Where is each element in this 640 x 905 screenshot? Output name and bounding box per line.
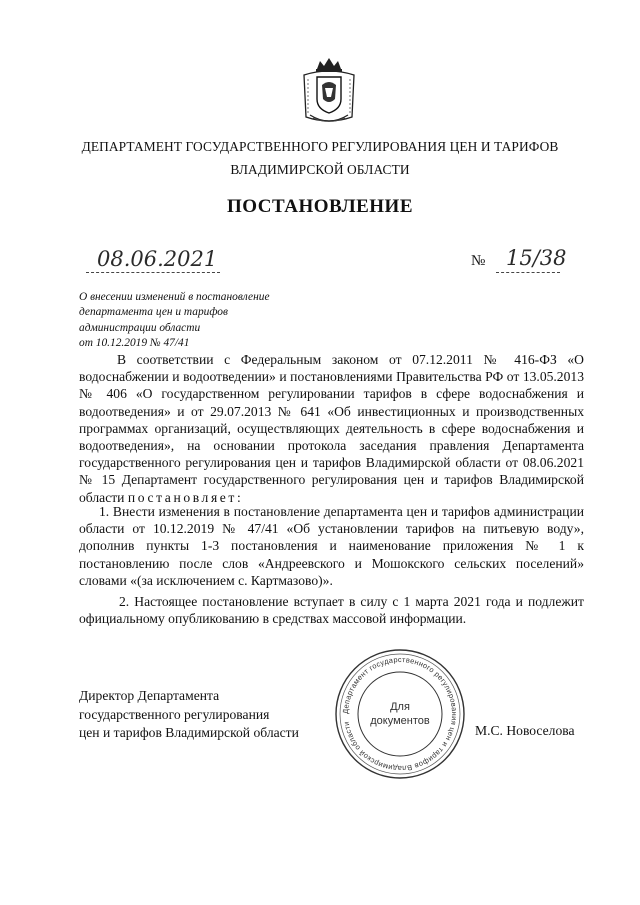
resolution-keyword: постановляет: <box>127 489 244 505</box>
department-name-line2: ВЛАДИМИРСКОЙ ОБЛАСТИ <box>230 162 410 177</box>
preamble-text: В соответствии с Федеральным законом от 07.12.2011 № 416-ФЗ «О водоснабжении и водоотведении» и постановлениями Правительства РФ от 13.05.2013 № 406 «О государственном регулировании тарифов в сфере водоснабжения и водоотведения» и от 29.07.2013 № 641 «Об инвестиционных и производственных программах организаций, осуществляющих деятельность в сфере водоснабжения и водоотведения», на основании протокола заседания правления Департамента государственного регулирования цен и тарифов Владимирской области от 08.06.2021 № 15 Департамент государственного регулирования цен и тарифов Владимирской области <box>79 352 584 505</box>
clause-1-paragraph: 1. Внести изменения в постановление департамента цен и тарифов администрации области от 10.12.2019 № 47/41 «Об установлении тарифов на питьевую воду», дополнив пункты 1-3 постановления и наименование приложения № 1 к постановлению после слов «Андреевского и Мошокского сельских поселений» словами «(за исключением с. Картмазово)». <box>79 504 584 588</box>
position-line: государственного регулирования <box>79 706 270 722</box>
clause-2-paragraph: 2. Настоящее постановление вступает в силу с 1 марта 2021 года и подлежит официальному опубликованию в средствах массовой информации. <box>79 594 584 627</box>
department-name-line1: ДЕПАРТАМЕНТ ГОСУДАРСТВЕННОГО РЕГУЛИРОВАНИЯ ЦЕН И ТАРИФОВ <box>81 139 559 154</box>
position-line: цен и тарифов Владимирской области <box>79 725 299 740</box>
subject-line: О внесении изменений в постановление <box>79 291 270 303</box>
document-subject <box>79 290 339 351</box>
preamble-paragraph <box>79 351 584 506</box>
svg-text:Департамент государственного р <box>341 655 459 773</box>
document-number-handwritten: 15/38 <box>506 246 567 270</box>
coat-of-arms-emblem <box>300 55 358 127</box>
stamp-center-line1: Для <box>390 701 410 713</box>
document-date-handwritten: 08.06.2021 <box>97 247 218 271</box>
subject-line: департамента цен и тарифов <box>79 306 228 319</box>
number-label: № <box>471 253 486 269</box>
number-underline <box>496 272 560 273</box>
stamp-ring-text: Департамент государственного регулирования цен и тарифов Владимирской области <box>340 654 460 774</box>
signatory-name: М.С. Новоселова <box>475 723 575 738</box>
signatory-position <box>79 687 299 743</box>
subject-line: администрации области <box>79 321 201 334</box>
date-underline <box>86 272 220 273</box>
stamp-center-line2: документов <box>370 715 430 727</box>
subject-line: от 10.12.2019 № 47/41 <box>79 336 190 349</box>
document-title: ПОСТАНОВЛЕНИЕ <box>226 196 414 217</box>
official-round-stamp <box>333 647 467 781</box>
position-line: Директор Департамента <box>79 688 220 703</box>
